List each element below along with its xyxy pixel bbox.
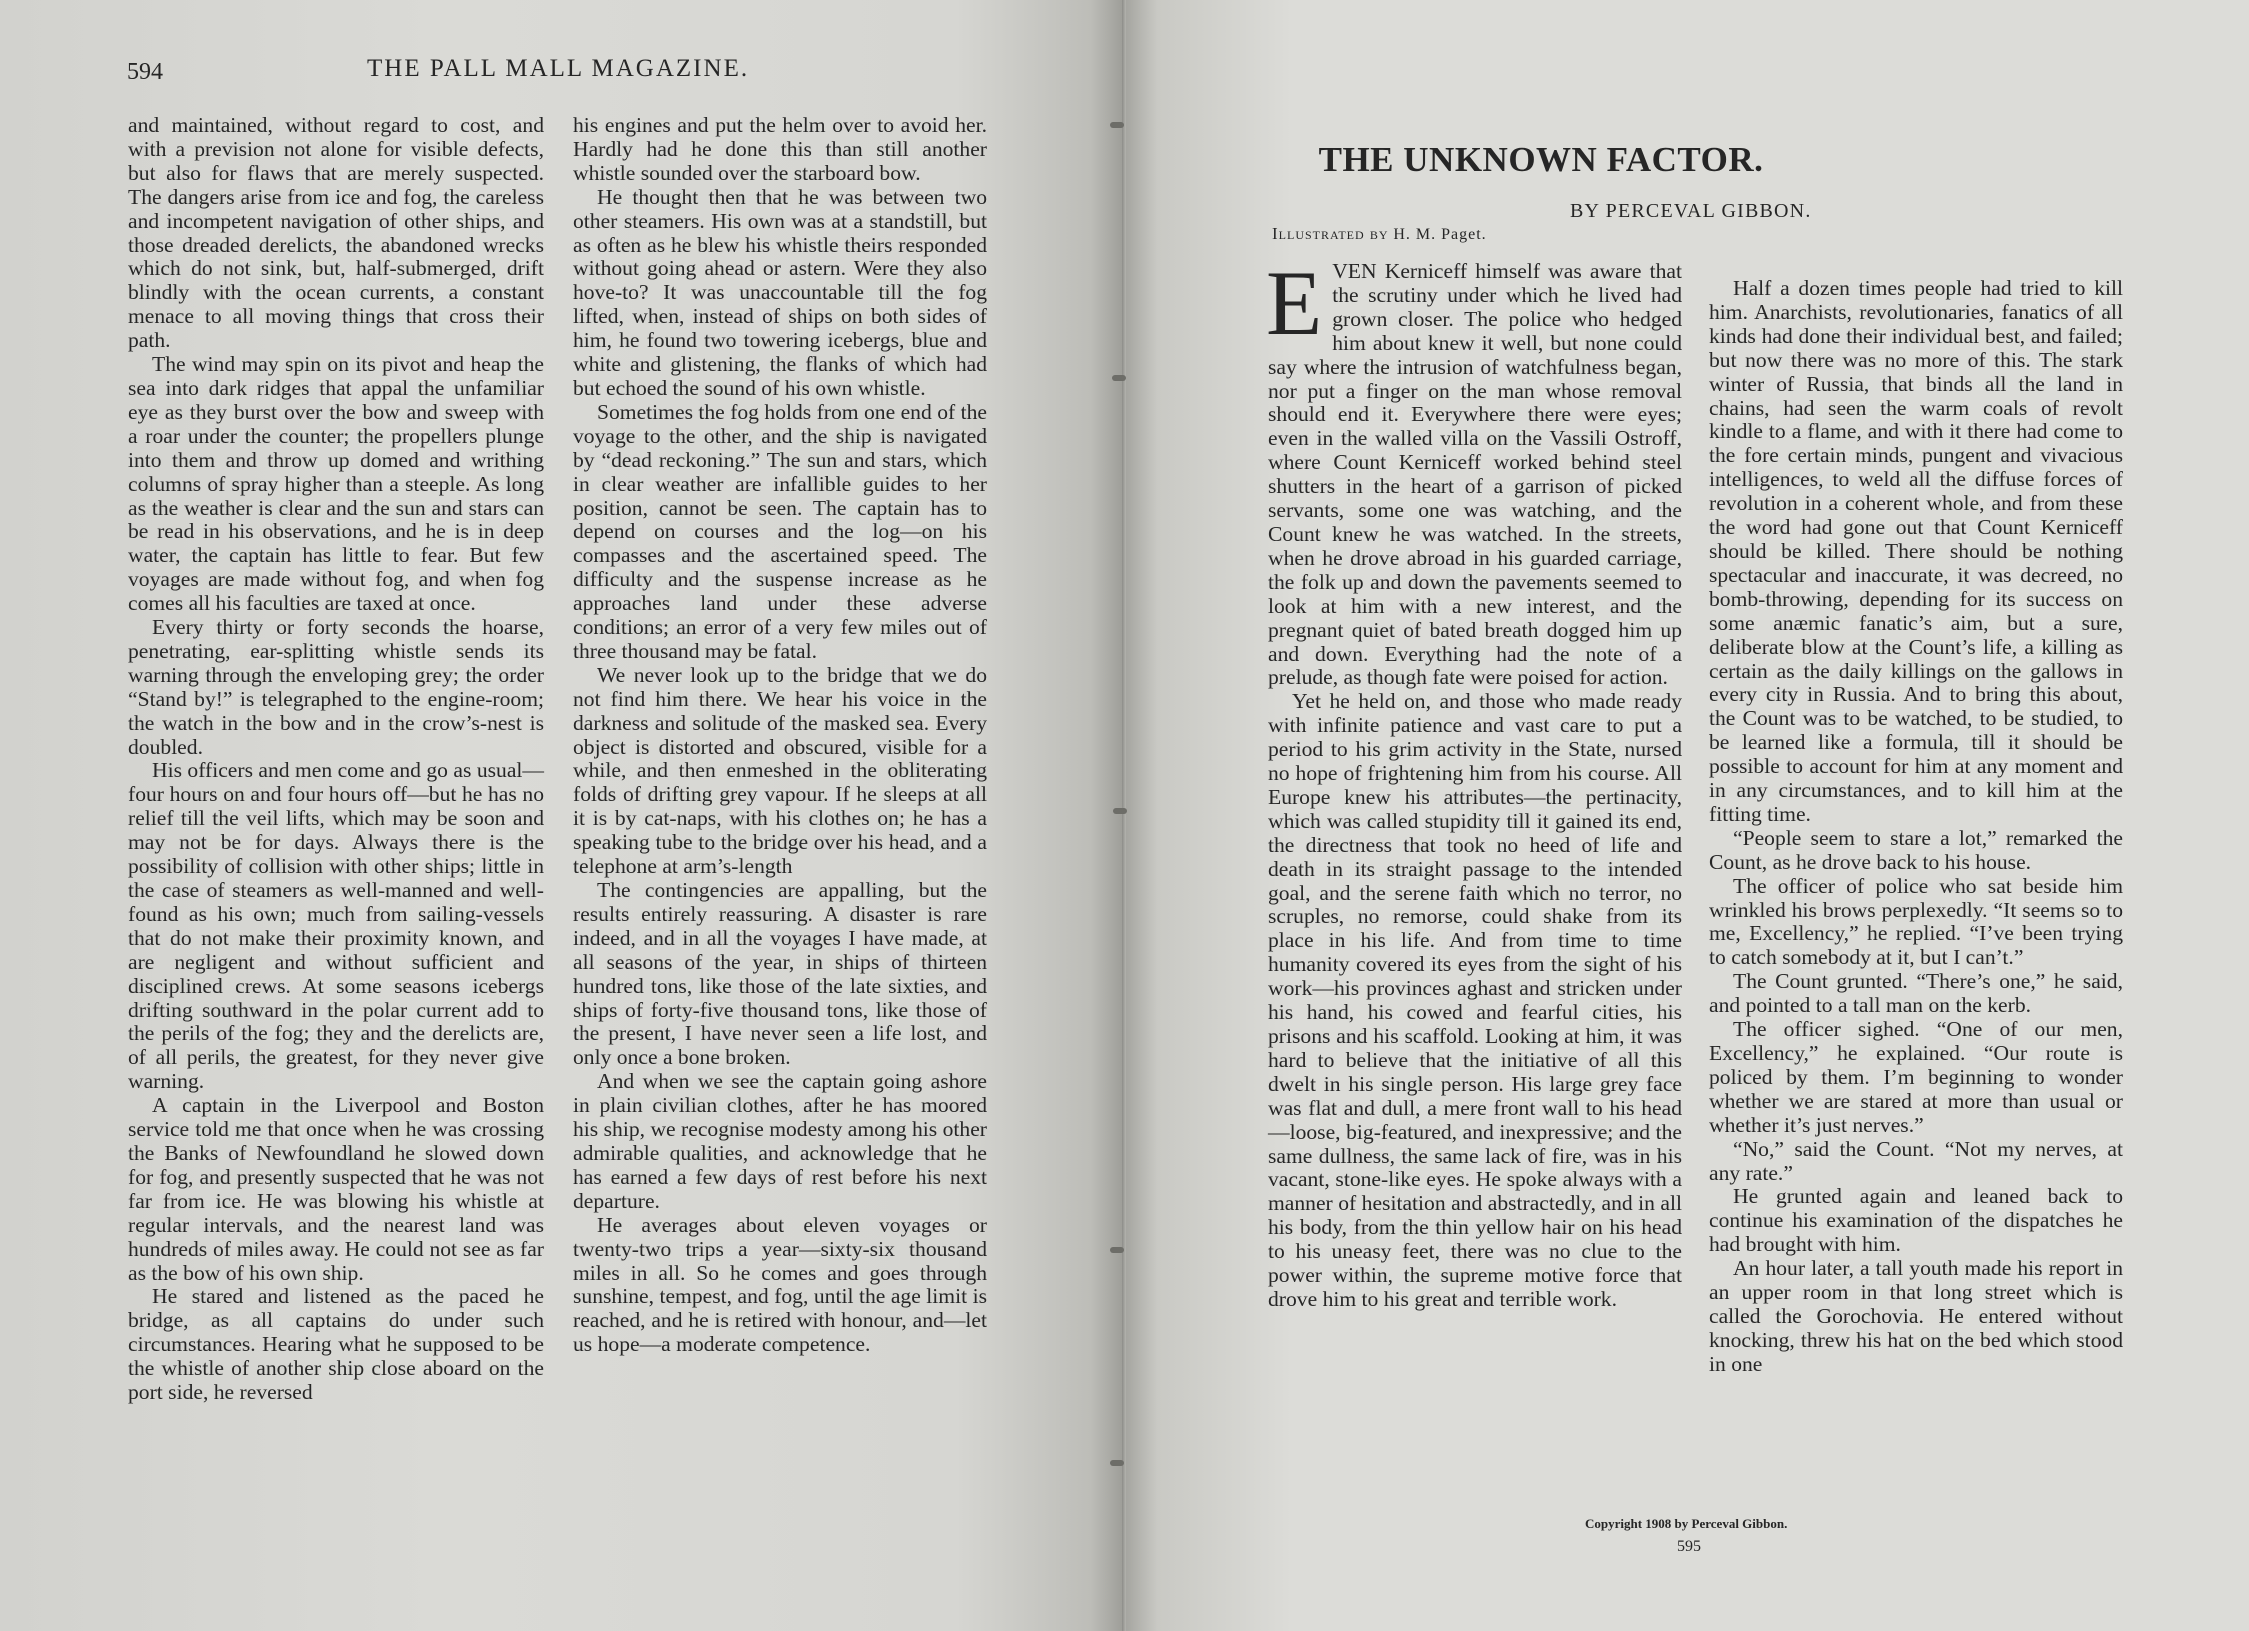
right-page-number: 595: [1677, 1538, 1701, 1555]
paragraph: An hour later, a tall youth made his report in an upper room in that long street which is called the Gorochovia. He entered without knocking, threw his hat on the bed which stood in one: [1709, 1256, 2123, 1376]
opening-text: VEN Kerniceff himself was aware that the scrutiny under which he lived had grown closer. The police who hedged him about knew it well, but none could say where the intrusion of watchfulness began, nor put a finger on the man whose removal should end it. Everywhere there were eyes; even in the walled villa on the Vassili Ostroff, where Count Kerniceff worked behind steel shutters in the heart of a garrison of picked servants, some one was watching, and the Count knew he was watched. In the streets, when he drove abroad in his guarded carriage, the folk up and down the pavements seemed to look at him with a new interest, and the pregnant quiet of bated breath dogged him up and down. Everything had the note of a prelude, as though fate were poised for action.: [1268, 259, 1682, 690]
left-column-1: [128, 114, 544, 1405]
paragraph: The officer of police who sat beside him wrinkled his brows perplexedly. “It seems so to me, Excellency,” he replied. “I’ve been trying to catch somebody at it, but I can’t.”: [1709, 873, 2123, 970]
binding-stitch: [1113, 808, 1127, 814]
gutter: [1122, 0, 1126, 1631]
paragraph: Every thirty or forty seconds the hoarse, penetrating, ear-splitting whistle sends its warning through the enveloping grey; the order “Stand by!” is telegraphed to the engine-room; the watch in the bow and in the crow’s-nest is doubled.: [128, 615, 544, 759]
article-title: THE UNKNOWN FACTOR.: [1318, 140, 1764, 179]
left-column-2: [573, 114, 987, 1357]
paragraph: Yet he held on, and those who made ready with infinite patience and vast care to put a period to his grim activity in the State, nursed no hope of frightening him from his course. All Europe knew his attributes—the pertinacity, which was called stupidity till it gained its end, the directness that took no heed of life and death in its straight passage to the intended goal, and the serene faith which no terror, no scruples, no remorse, could shake from its place in his life. And from time to time humanity covered its eyes from the sight of his work—his provinces aghast and stricken under his hand, his cowed and fearful cities, his prisons and his scaffold. Looking at him, it was hard to believe that the initiative of all this dwelt in his single person. His large grey face was flat and dull, a mere front wall to his head—loose, big-featured, and inexpressive; and the same dullness, the same lack of fire, was in his vacant, stone-like eyes. He spoke always with a manner of hesitation and abstractedly, and in all his body, from the thin yellow hair on his head to his uneasy feet, there was no clue to the power within, the supreme motive force that drove him to his great and terrible work.: [1268, 689, 1682, 1311]
paragraph: Half a dozen times people had tried to kill him. Anarchists, revolutionaries, fanatics of all kinds had done their individual best, and failed; but now there was no more of this. The stark winter of Russia, that binds all the land in chains, had seen the warm coals of revolt kindle to a flame, and with it there had come to the fore certain minds, pungent and vivacious intelligences, to weld all the diffuse forces of revolution in a coherent whole, and from these the word had gone out that Count Kerniceff should be killed. There should be nothing spectacular and inaccurate, it was decreed, no bomb-throwing, depending for its success on some anæmic fanatic’s aim, but a sure, deliberate blow at the Count’s life, a killing as certain as the daily killings on the gallows in every city in Russia. And to bring this about, the Count was to be watched, to be studied, to be learned like a formula, till it should be possible to account for him at any moment and in any circumstances, and to kill him at the fitting time.: [1709, 276, 2123, 826]
paragraph: The wind may spin on its pivot and heap the sea into dark ridges that appal the unfamiliar eye as they burst over the bow and sweep with a roar under the counter; the propellers plunge into them and throw up domed and writhing columns of spray higher than a steeple. As long as the weather is clear and the sun and stars can be read in his observations, and he is in deep water, the captain has little to fear. But few voyages are made without fog, and when fog comes all his faculties are taxed at once.: [128, 352, 544, 616]
paragraph: his engines and put the helm over to avoid her. Hardly had he done this than still another whistle sounded over the starboard bow.: [573, 113, 987, 185]
paragraph: A captain in the Liverpool and Boston service told me that once when he was crossing the Banks of Newfoundland he slowed down for fog, and presently suspected that he was not far from ice. He was blowing his whistle at regular intervals, and the nearest land was hundreds of miles away. He could not see as far as the bow of his own ship.: [128, 1093, 544, 1285]
right-column-2: [1709, 277, 2123, 1377]
paragraph: “No,” said the Count. “Not my nerves, at any rate.”: [1709, 1136, 2123, 1185]
binding-stitch: [1110, 1460, 1124, 1466]
paragraph: And when we see the captain going ashore in plain civilian clothes, after he has moored his ship, we recognise modesty among his other admirable qualities, and acknowledge that he has earned a few days of rest before his next departure.: [573, 1069, 987, 1213]
paragraph: He averages about eleven voyages or twenty-two trips a year—sixty-six thousand miles in all. So he comes and goes through sunshine, tempest, and fog, until the age limit is reached, and he is retired with honour, and—let us hope—a moderate competence.: [573, 1212, 987, 1357]
paragraph: “People seem to stare a lot,” remarked the Count, as he drove back to his house.: [1709, 825, 2123, 874]
author-byline: BY PERCEVAL GIBBON.: [1570, 200, 1812, 222]
binding-stitch: [1112, 375, 1126, 381]
illustrator-credit: [1272, 224, 1487, 244]
magazine-title: THE PALL MALL MAGAZINE.: [367, 55, 750, 82]
right-page: [1124, 0, 2249, 1631]
left-page: [0, 0, 1124, 1631]
paragraph: He stared and listened as the paced he bridge, as all captains do under such circumstances. Hearing what he supposed to be the whistle of another ship close aboard on the port side, he reversed: [128, 1284, 544, 1405]
paragraph: The contingencies are appalling, but the results entirely reassuring. A disaster is rare indeed, and in all the voyages I have made, at all seasons of the year, in ships of thirteen hundred tons, like those of the late sixties, and ships of forty-five thousand tons, like those of the present, I have never seen a life lost, and only once a bone broken.: [573, 878, 987, 1070]
paragraph: The Count grunted. “There’s one,” he said, and pointed to a tall man on the kerb.: [1709, 969, 2123, 1018]
paragraph: His officers and men come and go as usual—four hours on and four hours off—but he has no relief till the veil lifts, which may be soon and may not be for days. Always there is the possibility of collision with other ships; little in the case of steamers as well-manned and well-found as his own; much from sailing-vessels that do not make their proximity known, and are negligent and without sufficient and disciplined crews. At some seasons icebergs drifting southward in the polar current add to the perils of the fog; they and the derelicts are, of all perils, the greatest, for they never give warning.: [128, 758, 544, 1094]
illustrated-by-label: Illustrated by: [1272, 224, 1389, 243]
illustrator-name: H. M. Paget.: [1393, 226, 1487, 243]
drop-cap: E: [1266, 252, 1323, 354]
right-column-1: [1266, 252, 1682, 1312]
left-page-number: 594: [127, 59, 163, 85]
paragraph: He thought then that he was between two other steamers. His own was at a standstill, but as often as he blew his whistle theirs responded without going ahead or astern. Were they also hove-to? It was unaccountable till the fog lifted, when, instead of ships on both sides of him, he found two towering icebergs, blue and white and glistening, the flanks of which had but echoed the sound of his own whistle.: [573, 184, 987, 400]
paragraph: We never look up to the bridge that we do not find him there. We hear his voice in the darkness and solitude of the masked sea. Every object is distorted and obscured, visible for a while, and then enmeshed in the obliterating folds of drifting grey vapour. If he sleeps at all it is by cat-naps, with his clothes on; he has a speaking tube to the bridge over his head, and a telephone at arm’s-length: [573, 662, 987, 879]
binding-stitch: [1110, 122, 1124, 128]
paragraph: and maintained, without regard to cost, and with a prevision not alone for visible defects, but also for flaws that are merely suspected. The dangers arise from ice and fog, the careless and incompetent navigation of other ships, and those dreaded derelicts, the abandoned wrecks which do not sink, but, half-submerged, drift blindly with the ocean currents, a constant menace to all moving things that cross their path.: [128, 113, 544, 353]
paragraph: He grunted again and leaned back to continue his examination of the dispatches he had brought with him.: [1709, 1184, 2123, 1257]
opening-paragraph: [1266, 252, 1682, 690]
copyright-notice: Copyright 1908 by Perceval Gibbon.: [1585, 1516, 1788, 1531]
binding-stitch: [1110, 1247, 1124, 1253]
paragraph: The officer sighed. “One of our men, Excellency,” he explained. “Our route is policed by them. I’m beginning to wonder whether we are stared at more than usual or whether it’s just nerves.”: [1709, 1017, 2123, 1137]
paragraph: Sometimes the fog holds from one end of the voyage to the other, and the ship is navigated by “dead reckoning.” The sun and stars, which in clear weather are infallible guides to her position, cannot be seen. The captain has to depend on courses and the log—on his compasses and the ascertained speed. The difficulty and the suspense increase as he approaches land under these adverse conditions; an error of a very few miles out of three thousand may be fatal.: [573, 399, 987, 663]
